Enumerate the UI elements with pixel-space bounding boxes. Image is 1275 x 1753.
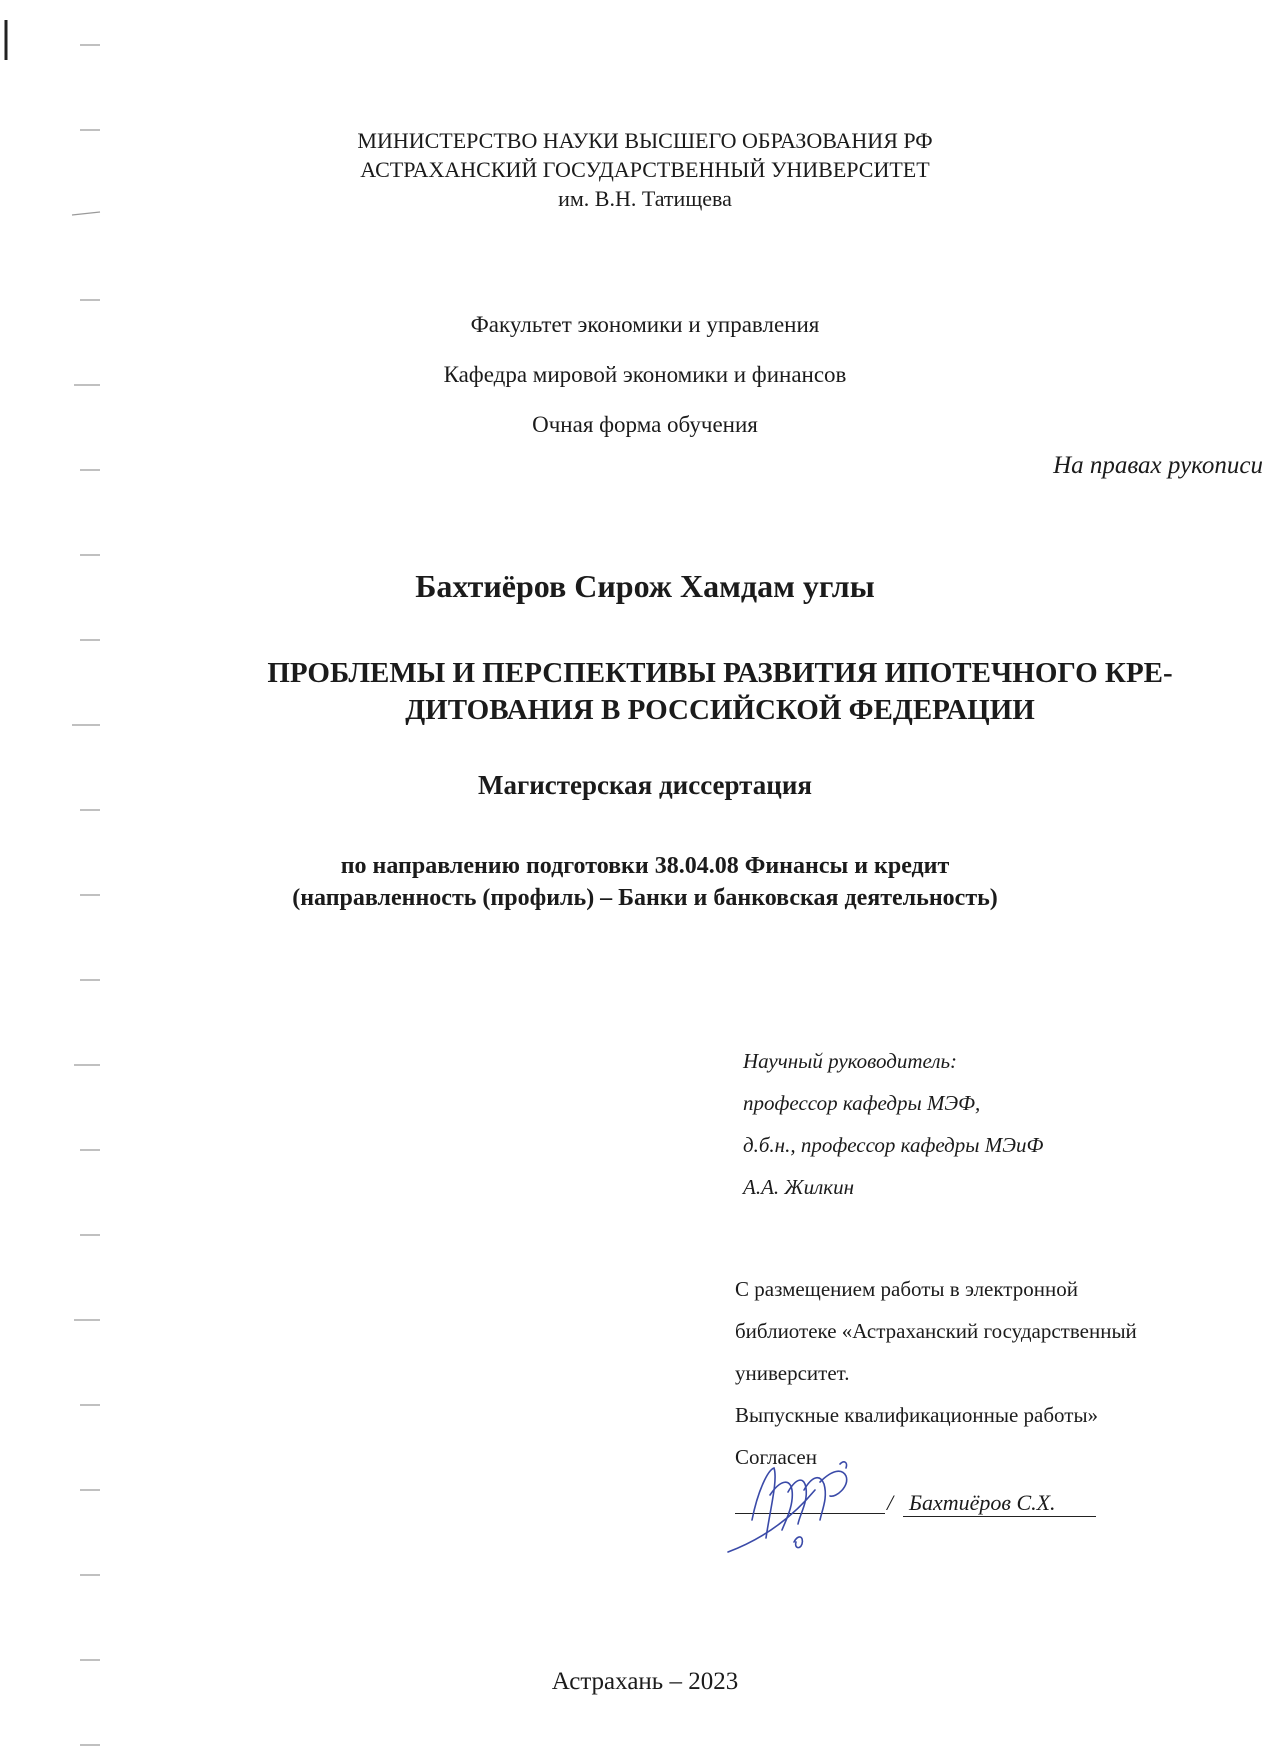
- supervisor-block: [743, 1040, 1043, 1208]
- supervisor-position: профессор кафедры МЭФ,: [743, 1091, 981, 1115]
- thesis-title-line: ПРОБЛЕМЫ И ПЕРСПЕКТИВЫ РАЗВИТИЯ ИПОТЕЧНОГО КРЕ-: [267, 657, 1173, 689]
- study-direction: [140, 850, 1150, 914]
- supervisor-label: Научный руководитель:: [743, 1049, 958, 1073]
- consent-line: библиотеке «Астраханский государственный: [735, 1319, 1137, 1343]
- manuscript-note: На правах рукописи: [1053, 452, 1263, 479]
- faculty-block: [140, 300, 1150, 450]
- ministry-header: [140, 126, 1150, 213]
- supervisor-name: А.А. Жилкин: [743, 1175, 855, 1199]
- consent-line: университет.: [735, 1361, 850, 1385]
- direction-line: по направлению подготовки 38.04.08 Финансы и кредит: [340, 853, 950, 879]
- profile-line: (направленность (профиль) – Банки и банковская деятельность): [292, 885, 998, 911]
- handwritten-signature: [720, 1450, 870, 1560]
- thesis-title-line: ДИТОВАНИЯ В РОССИЙСКОЙ ФЕДЕРАЦИИ: [405, 694, 1035, 726]
- ministry-line: МИНИСТЕРСТВО НАУКИ ВЫСШЕГО ОБРАЗОВАНИЯ РФ: [357, 128, 933, 153]
- author-name: Бахтиёров Сирож Хамдам углы: [415, 568, 875, 604]
- supervisor-degree: д.б.н., профессор кафедры МЭиФ: [743, 1133, 1044, 1157]
- faculty-name: Факультет экономики и управления: [470, 312, 820, 337]
- city-year: Астрахань – 2023: [551, 1668, 739, 1695]
- degree-type: Магистерская диссертация: [477, 770, 812, 800]
- consent-agreed: Согласен: [735, 1445, 817, 1469]
- study-form: Очная форма обучения: [532, 412, 758, 437]
- department-name: Кафедра мировой экономики и финансов: [443, 362, 847, 387]
- library-consent-block: [735, 1268, 1137, 1478]
- signer-name: Бахтиёров С.Х.: [903, 1490, 1096, 1517]
- university-name-line: им. В.Н. Татищева: [558, 186, 732, 211]
- consent-line: С размещением работы в электронной: [735, 1277, 1078, 1301]
- university-line: АСТРАХАНСКИЙ ГОСУДАРСТВЕННЫЙ УНИВЕРСИТЕТ: [360, 157, 930, 182]
- thesis-title: [170, 655, 1270, 729]
- signature-slash: /: [887, 1490, 894, 1515]
- consent-line: Выпускные квалификационные работы»: [735, 1403, 1099, 1427]
